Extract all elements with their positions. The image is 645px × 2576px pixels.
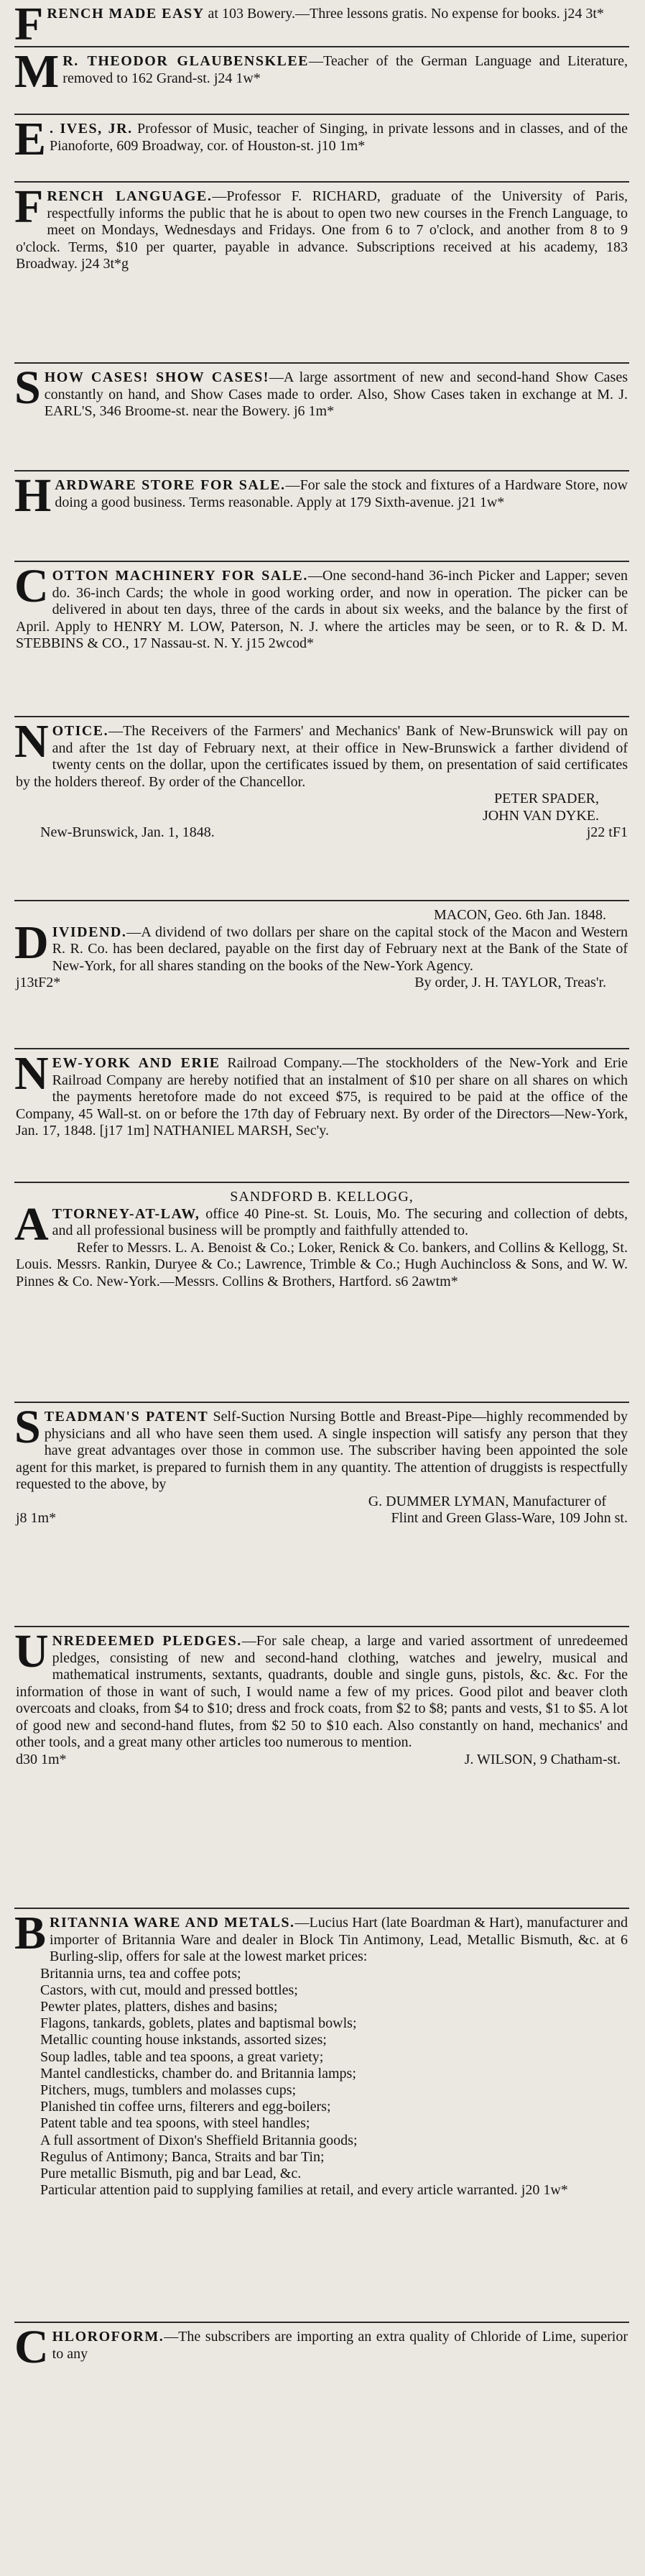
ad-notice bbox=[14, 717, 629, 901]
drop-cap: B bbox=[14, 1907, 47, 1959]
dateline: MACON, Geo. 6th Jan. 1848. bbox=[434, 907, 606, 923]
list-item: Britannia urns, tea and coffee pots; bbox=[40, 1965, 241, 1982]
ad-heading: RITANNIA WARE AND METALS. bbox=[50, 1915, 295, 1931]
drop-cap: A bbox=[14, 1197, 49, 1251]
ad-heading: OTTON MACHINERY FOR SALE. bbox=[52, 568, 308, 584]
ad-hardware-store bbox=[14, 469, 629, 562]
ad-code: j22 tF1 bbox=[586, 824, 628, 840]
ad-code: j10 1m* bbox=[317, 137, 366, 154]
drop-cap: E bbox=[14, 113, 47, 165]
drop-cap: C bbox=[14, 560, 49, 612]
drop-cap: D bbox=[14, 916, 49, 969]
ad-body: Self-Suction Nursing Bottle and Breast-Pipe—highly recommended by physicians and all who have seen them used. A single inspection will satisfy any person that they have great advantages over those in common use. The subscriber having been appointed the sole agent for this market, is prepared to furnish them in any quantity. The attention of druggists is respectfully requested to the above, by bbox=[16, 1409, 628, 1492]
closing-text: Particular attention paid to supplying families at retail, and every article warranted. bbox=[40, 2182, 518, 2199]
ad-heading: ARDWARE STORE FOR SALE. bbox=[55, 477, 286, 493]
ad-body: Professor of Music, teacher of Singing, in private lessons and in classes, and of the Pianoforte, 609 Broadway, cor. of Houston-st. bbox=[50, 121, 628, 154]
signer: G. DUMMER LYMAN, Manufacturer of bbox=[368, 1493, 606, 1509]
ad-heading: NREDEEMED PLEDGES. bbox=[52, 1633, 242, 1649]
ad-body: office 40 Pine-st. St. Louis, Mo. The securing and collection of debts, and all professional business will be promptly and faithfully attended to. bbox=[52, 1205, 628, 1238]
ad-body: —Professor F. RICHARD, graduate of the University of Paris, respectfully informs the public that he is about to open two new courses in the French Language, to meet on Mondays, Wednesdays and Fridays. One from 6 to 7 o'clock, and another from 8 to 9 o'clock. Terms, $10 per quarter, payable in advance. Subscriptions received at his academy, 183 Broadway. bbox=[16, 188, 628, 272]
place-date: New-Brunswick, Jan. 1, 1848. bbox=[40, 824, 215, 840]
list-item: Pure metallic Bismuth, pig and bar Lead, &c. bbox=[40, 2165, 302, 2181]
classified-ads-column bbox=[14, 0, 629, 2373]
list-item: Soup ladles, table and tea spoons, a great variety; bbox=[40, 2048, 324, 2065]
signer-2: JOHN VAN DYKE. bbox=[482, 807, 599, 824]
list-item: Flagons, tankards, goblets, plates and baptismal bowls; bbox=[40, 2015, 357, 2032]
ad-code: j24 3t* bbox=[563, 6, 604, 22]
drop-cap: C bbox=[14, 2321, 49, 2373]
ad-heading: OTICE. bbox=[52, 723, 109, 739]
ad-ives bbox=[14, 115, 629, 183]
ad-britannia bbox=[14, 1909, 629, 2323]
list-item: Pitchers, mugs, tumblers and molasses cups; bbox=[40, 2082, 297, 2098]
ad-glaubensklee bbox=[14, 47, 629, 115]
signer-1: PETER SPADER, bbox=[494, 791, 599, 806]
drop-cap: S bbox=[14, 1401, 41, 1453]
ad-code: j8 1m* bbox=[16, 1510, 57, 1526]
list-item: Patent table and tea spoons, with steel handles; bbox=[40, 2115, 310, 2132]
signature: J. WILSON, 9 Chatham-st. bbox=[464, 1751, 621, 1767]
ad-code: j20 1w* bbox=[521, 2182, 568, 2199]
ad-unredeemed bbox=[14, 1627, 629, 1909]
item-list bbox=[16, 1966, 628, 2183]
ad-code: j15 2wcod* bbox=[246, 635, 315, 651]
ad-kellogg bbox=[14, 1183, 629, 1403]
drop-cap: U bbox=[14, 1625, 49, 1678]
list-item: Pewter plates, platters, dishes and basins; bbox=[40, 1998, 278, 2015]
ad-code: j24 1w* bbox=[213, 70, 261, 86]
references: Refer to Messrs. L. A. Benoist & Co.; Loker, Renick & Co. bankers, and Collins & Kellogg, St. Louis. Messrs. Rankin, Duryee & Co.; Lawrence, Trimble & Co.; Hugh Auchincloss & Sons, and W. W. Pinnes & Co. New-York.—Messrs. Collins & Brothers, Hartford. bbox=[16, 1239, 628, 1289]
ad-heading: IVIDEND. bbox=[52, 924, 127, 940]
ad-heading: RENCH MADE EASY bbox=[47, 6, 205, 22]
list-item: Regulus of Antimony; Banca, Straits and bar Tin; bbox=[40, 2148, 325, 2165]
drop-cap: F bbox=[14, 180, 44, 233]
ad-body: —Teacher of the German Language and Literature, removed to 162 Grand-st. bbox=[62, 53, 628, 86]
ad-heading: HLOROFORM. bbox=[52, 2329, 164, 2345]
ad-code: j21 1w* bbox=[458, 494, 505, 510]
ad-heading: EW-YORK AND ERIE bbox=[52, 1055, 221, 1071]
ad-heading: HOW CASES! SHOW CASES! bbox=[44, 369, 269, 385]
ad-code: j13tF2* bbox=[16, 975, 61, 990]
ad-body: —The subscribers are importing an extra quality of Chloride of Lime, superior to any bbox=[52, 2329, 628, 2362]
attorney-name: SANDFORD B. KELLOGG, bbox=[230, 1189, 414, 1205]
ad-new-york-erie bbox=[14, 1049, 629, 1183]
ad-heading: . IVES, JR. bbox=[50, 121, 133, 137]
drop-cap: N bbox=[14, 1047, 49, 1100]
drop-cap: M bbox=[14, 45, 60, 98]
list-item: Planished tin coffee urns, filterers and egg-boilers; bbox=[40, 2099, 331, 2115]
ad-body: —One second-hand 36-inch Picker and Lapper; seven do. 36-inch Cards; the whole in good working order, and now in operation. The picker can be delivered in about ten days, three of the cards in about six weeks, and the balance by the first of April. Apply to HENRY M. LOW, Paterson, N. J. where the articles may be seen, or to R. & D. M. STEBBINS & CO., 17 Nassau-st. N. Y. bbox=[16, 568, 628, 651]
list-item: Mantel candlesticks, chamber do. and Britannia lamps; bbox=[40, 2065, 356, 2082]
drop-cap: S bbox=[14, 362, 41, 414]
drop-cap: F bbox=[14, 0, 44, 50]
ad-chloroform bbox=[14, 2321, 629, 2373]
ad-steadman bbox=[14, 1403, 629, 1627]
ad-french-made-easy bbox=[14, 0, 629, 50]
drop-cap: N bbox=[14, 715, 49, 768]
ad-code: d30 1m* bbox=[16, 1751, 67, 1767]
signature: By order, J. H. TAYLOR, Treas'r. bbox=[414, 975, 606, 990]
ad-code: j6 1m* bbox=[293, 403, 335, 419]
ad-body: —For sale the stock and fixtures of a Hardware Store, now doing a good business. Terms reasonable. Apply at 179 Sixth-avenue. bbox=[55, 477, 628, 510]
signer-line-2: Flint and Green Glass-Ware, 109 John st. bbox=[391, 1510, 628, 1526]
list-item: Castors, with cut, mould and pressed bottles; bbox=[40, 1982, 298, 1998]
list-item: A full assortment of Dixon's Sheffield Britannia goods; bbox=[40, 2132, 358, 2148]
ad-heading: TEADMAN'S PATENT bbox=[44, 1409, 209, 1425]
ad-show-cases bbox=[14, 364, 629, 472]
ad-body: Railroad Company.—The stockholders of the New-York and Erie Railroad Company are hereby notified that an instalment of $10 per share on all shares on which the payments heretofore made do not exceed $75, is required to be paid at the office of the Company, 45 Wall-st. on or before the 17th day of February next. By order of the Directors—New-York, Jan. 17, 1848. [j17 1m] NATHANIEL MARSH, Sec'y. bbox=[16, 1055, 628, 1138]
ad-body: at 103 Bowery.—Three lessons gratis. No expense for books. bbox=[204, 6, 560, 22]
ad-code: s6 2awtm* bbox=[395, 1273, 458, 1289]
ad-body: —Lucius Hart (late Boardman & Hart), manufacturer and importer of Britannia Ware and dealer in Block Tin Antimony, Lead, Metallic Bismuth, &c. at 6 Burling-slip, offers for sale at the lowest market prices: bbox=[50, 1915, 628, 1964]
ad-heading: RENCH LANGUAGE. bbox=[47, 188, 213, 204]
list-item: Metallic counting house inkstands, assorted sizes; bbox=[40, 2032, 327, 2048]
ad-dividend bbox=[14, 901, 629, 1049]
ad-body: —A large assortment of new and second-hand Show Cases constantly on hand, and Show Cases made to order. Also, Show Cases taken in exchange at M. J. EARL'S, 346 Broome-st. near the Bowery. bbox=[44, 369, 628, 419]
ad-body: —A dividend of two dollars per share on the capital stock of the Macon and Western R. R. Co. has been declared, payable on the first day of February next at the Bank of the State of New-York, for all shares standing on the books of the New-York Agency. bbox=[52, 924, 628, 974]
ad-french-language bbox=[14, 180, 629, 364]
ad-code: j24 3t*g bbox=[80, 256, 129, 272]
drop-cap: H bbox=[14, 469, 52, 522]
ad-cotton-machinery bbox=[14, 562, 629, 717]
ad-heading: R. THEODOR GLAUBENSKLEE bbox=[62, 53, 310, 69]
ad-body: —The Receivers of the Farmers' and Mechanics' Bank of New-Brunswick will pay on and after the 1st day of February next, at their office in New-Brunswick a farther dividend of twenty cents on the dollar, upon the certificates issued by them, on presentation of said certificates by the holders thereof. By order of the Chancellor. bbox=[16, 723, 628, 790]
ad-body: —For sale cheap, a large and varied assortment of unredeemed pledges, consisting of new and second-hand clothing, watches and jewelry, musical and mathematical instruments, sextants, quadrants, double and single guns, pistols, &c. &c. For the information of those in want of such, I would name a few of my prices. Good pilot and beaver cloth overcoats and cloaks, from $4 to $10; dress and frock coats, from $2 to $8; pants and vests, $1 to $5. A lot of good new and second-hand flutes, from $2 50 to $10 each. Also constantly on hand, mechanics' and other tools, and a great many other articles too numerous to mention. bbox=[16, 1633, 628, 1750]
ad-heading: TTORNEY-AT-LAW, bbox=[52, 1205, 200, 1222]
